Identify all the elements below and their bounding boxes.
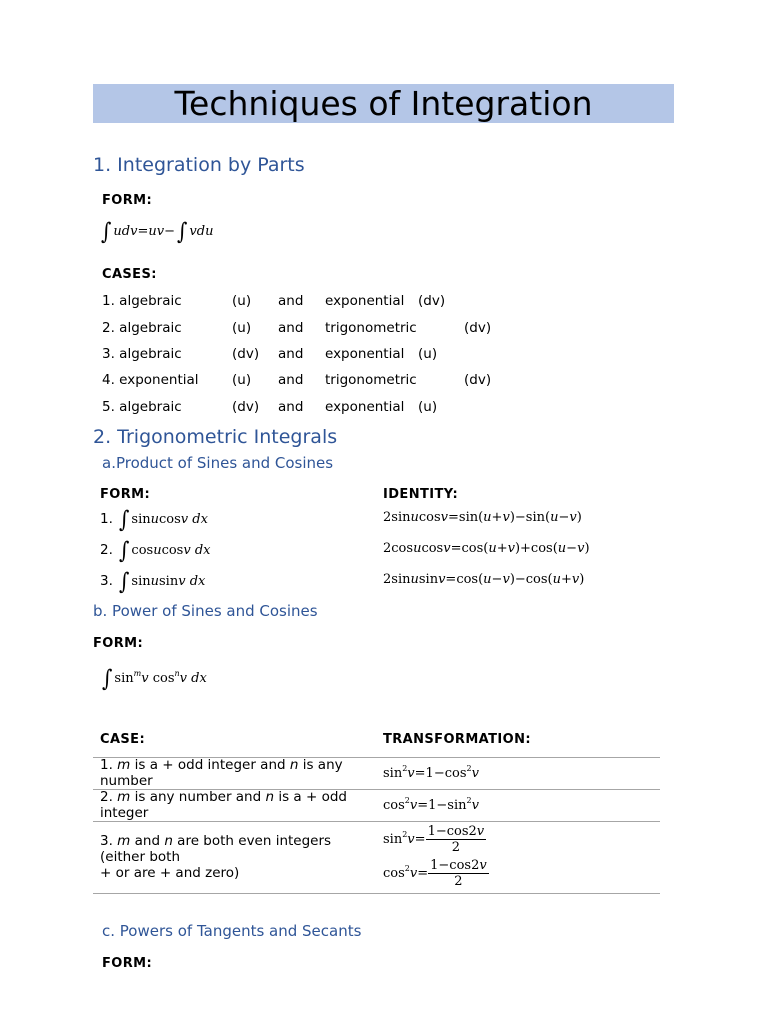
transformation-1: $\sin^2v=1-\cos^2v$ <box>383 764 479 781</box>
case-item-second: exponential <box>325 346 405 362</box>
page-title: Techniques of Integration <box>93 84 674 123</box>
power-form: ∫ $\sin^mv$ $\cos^nv$ dx <box>102 664 207 692</box>
product-form-1: ∫ sinucosv dx <box>119 505 208 533</box>
integration-by-parts-formula: ∫ udv=uv− ∫ vdu <box>101 217 214 245</box>
case-item-second: exponential <box>325 293 405 309</box>
case-item-name: 5. algebraic <box>102 399 182 415</box>
form-label: FORM: <box>102 193 153 208</box>
product-form-3: ∫ sinusinv dx <box>119 567 206 595</box>
case-row-2: 2. m is any number and n is a + odd integer <box>100 789 347 821</box>
section-heading-trigonometric-integrals: 2. Trigonometric Integrals <box>93 426 338 448</box>
form-label: FORM: <box>102 956 153 971</box>
form-label: FORM: <box>93 636 144 651</box>
case-item-role: (dv) <box>464 372 492 388</box>
case-item-role: (dv) <box>464 320 492 336</box>
product-identity-3: 2sinusinv=cos(u−v)−cos(u+v) <box>383 572 585 587</box>
case-item-name: 3. algebraic <box>102 346 182 362</box>
case-item-second: exponential <box>325 399 405 415</box>
case-item-name: 4. exponential <box>102 372 199 388</box>
case-item-name: 2. algebraic <box>102 320 182 336</box>
case-item-second: trigonometric <box>325 372 417 388</box>
case-item-second: trigonometric <box>325 320 417 336</box>
case-item-and: and <box>278 372 304 388</box>
item-number: 2. <box>100 542 113 558</box>
case-item-first: (u) <box>232 293 252 309</box>
transformation-3a: $\sin^2v=$ $\frac{1-\cos 2v}{2}$ <box>383 824 485 855</box>
case-item-first: (u) <box>232 320 252 336</box>
subheading-powers-tangents-secants: c. Powers of Tangents and Secants <box>102 922 362 940</box>
cases-label: CASES: <box>102 267 157 282</box>
case-item-role: (u) <box>418 346 438 362</box>
item-number: 3. <box>100 573 113 589</box>
case-row-1: 1. m is a + odd integer and n is any number <box>100 757 343 789</box>
case-item-first: (u) <box>232 372 252 388</box>
table-divider <box>93 821 660 822</box>
product-identity-2: 2cosucosv=cos(u+v)+cos(u−v) <box>383 541 590 556</box>
transformation-2: $\cos^2v=1-\sin^2v$ <box>383 796 479 813</box>
item-number: 1. <box>100 511 113 527</box>
transformation-3b: $\cos^2v=$ $\frac{1-\cos 2v}{2}$ <box>383 858 487 889</box>
case-item-and: and <box>278 346 304 362</box>
identity-label: IDENTITY: <box>383 487 459 502</box>
case-item-first: (dv) <box>232 346 260 362</box>
case-item-role: (dv) <box>418 293 446 309</box>
transformation-label: TRANSFORMATION: <box>383 732 531 747</box>
case-item-and: and <box>278 399 304 415</box>
case-item-and: and <box>278 320 304 336</box>
form-label: FORM: <box>100 487 151 502</box>
case-item-name: 1. algebraic <box>102 293 182 309</box>
product-identity-1: 2sinucosv=sin(u+v)−sin(u−v) <box>383 510 582 525</box>
case-item-and: and <box>278 293 304 309</box>
case-item-first: (dv) <box>232 399 260 415</box>
section-heading-integration-by-parts: 1. Integration by Parts <box>93 154 305 176</box>
subheading-product-sines-cosines: a.Product of Sines and Cosines <box>102 454 334 472</box>
product-form-2: ∫ cosucosv dx <box>119 536 211 564</box>
case-item-role: (u) <box>418 399 438 415</box>
case-label: CASE: <box>100 732 146 747</box>
table-divider <box>93 893 660 894</box>
subheading-power-sines-cosines: b. Power of Sines and Cosines <box>93 602 318 620</box>
case-row-3: 3. m and n are both even integers (either both + or are + and zero) <box>100 833 332 881</box>
